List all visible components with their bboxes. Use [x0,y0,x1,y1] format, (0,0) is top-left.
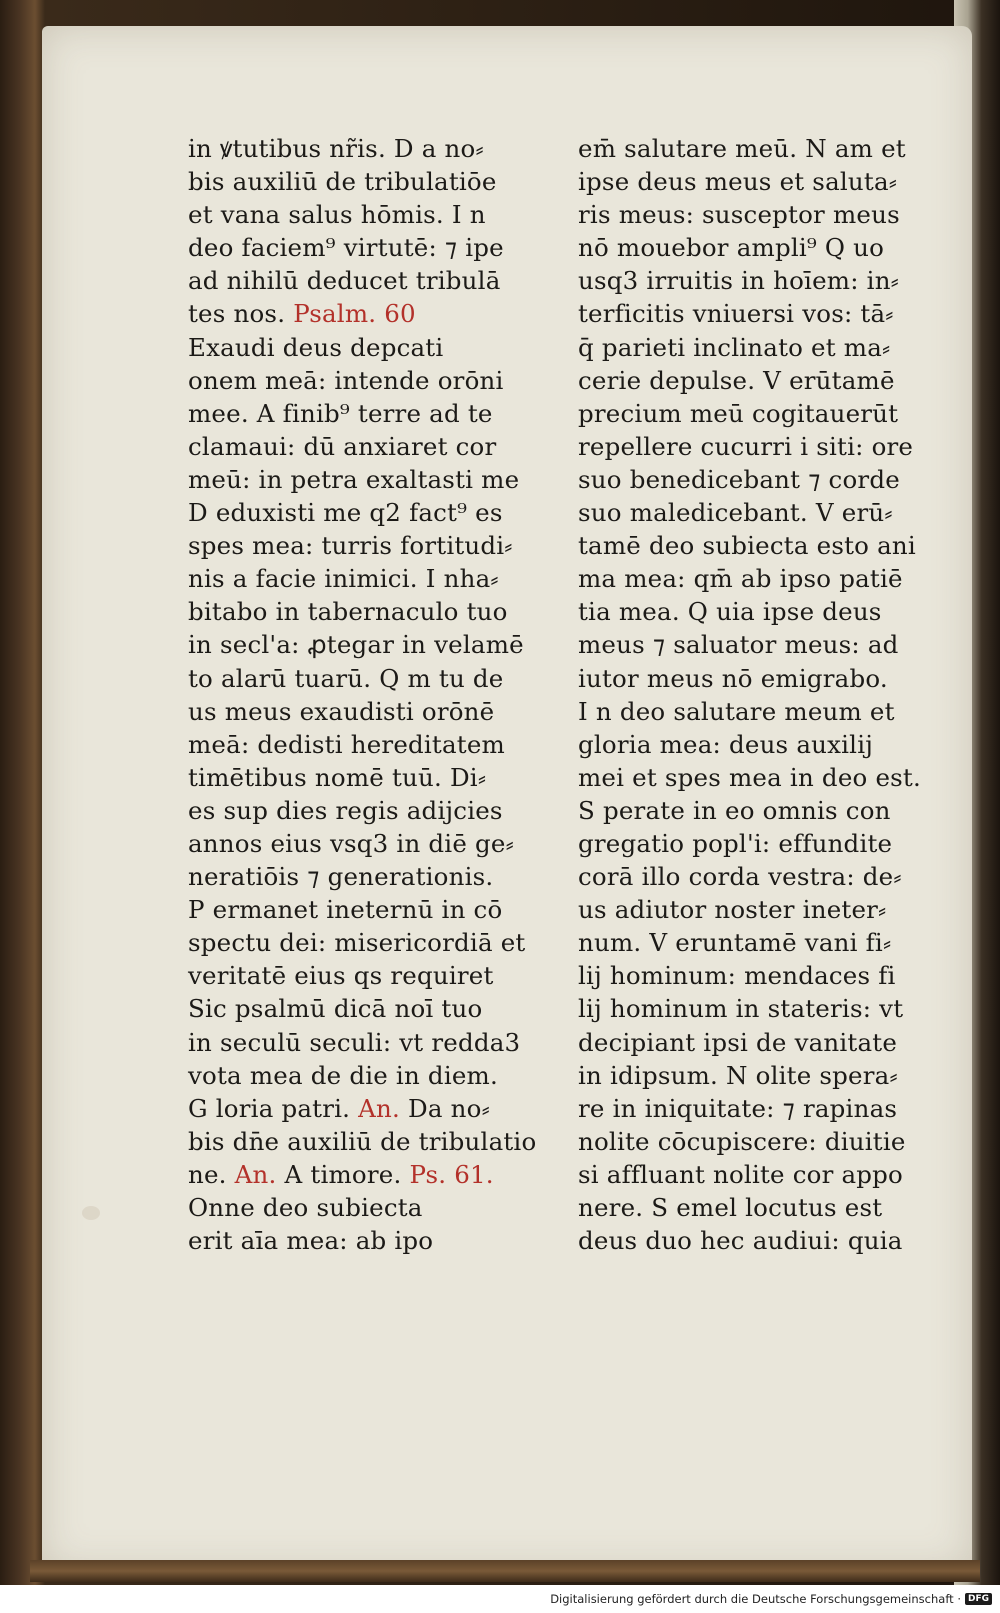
text-line: P ermanet ineternū in cō [188,895,503,925]
text-line: in secl'a: ꝓtegar in velamē [188,630,524,660]
text-line: to alarū tuarū. Q m tu de [188,663,504,693]
text-line: onem meā: intende orōni [188,365,504,395]
text-line: Onne deo subiecta [188,1193,423,1222]
text-line: mee. A finib⁹ terre ad te [188,398,493,428]
text-line: tamē deo subiecta esto ani [578,531,916,561]
text-line: D eduxisti me q2 fact⁹ es [188,498,503,528]
text-line: mei et spes mea in deo est. [578,762,921,792]
text-line: re in iniquitate: ⁊ rapinas [578,1093,898,1123]
text-line: S perate in eo omnis con [578,795,891,825]
text-line: ris meus: susceptor meus [578,200,900,230]
text-line: us meus exaudisti orōnē [188,696,495,726]
text-line: nō mouebor ampli⁹ Q uo [578,233,885,263]
text-line: Exaudi deus depcati [188,332,444,362]
text-line: veritatē eius qs requiret [188,961,494,991]
text-line: lij hominum in stateris: vt [578,994,904,1024]
text-line: annos eius vsq3 in diē ge⸗ [188,828,514,858]
text-line: us adiutor noster ineter⸗ [578,895,887,925]
text-line: iutor meus nō emigrabo. [578,663,888,693]
text-line: bis dn̄e auxiliū de tribulatio [188,1126,537,1156]
text-line: bis auxiliū de tribulatiōe [188,167,497,197]
text-line: ma mea: qm̄ ab ipso patiē [578,564,903,594]
text-line: in ꝟtutibus nr̃is. D a no⸗ [188,134,484,163]
text-line: spes mea: turris fortitudi⸗ [188,531,513,561]
text-line: Sic psalmū dicā noī tuo [188,994,483,1024]
text-line: gregatio popl'i: effundite [578,828,893,858]
text-line: clamaui: dū anxiaret cor [188,431,497,461]
rubric-text: An. [358,1093,401,1123]
text-line: suo benedicebant ⁊ corde [578,464,900,494]
rubric-text: Psalm. 60 [293,299,416,329]
text-line: meus ⁊ saluator meus: ad [578,630,899,660]
text-line: erit aīa mea: ab ipo [188,1226,434,1256]
text-line: suo maledicebant. V erū⸗ [578,498,893,528]
rubric-text: Ps. 61. [409,1159,494,1189]
text-line: meā: dedisti hereditatem [188,729,505,759]
text-line: in seculū seculi: vt redda3 [188,1027,521,1057]
rubric-text: An. [234,1159,277,1189]
text-line: ipse deus meus et saluta⸗ [578,167,898,197]
text-line: ne. An. A timore. Ps. 61. [188,1159,494,1189]
text-line: em̄ salutare meū. N am et [578,134,906,163]
text-line: et vana salus hōmis. I n [188,200,486,230]
footer-credit: Digitalisierung gefördert durch die Deutsche Forschungsgemeinschaft · [550,1592,961,1606]
text-line: meū: in petra exaltasti me [188,464,520,494]
text-line: terficitis vniuersi vos: tā⸗ [578,299,894,329]
text-line: spectu dei: misericordiā et [188,928,526,958]
text-line: tia mea. Q uia ipse deus [578,597,882,627]
text-line: I n deo salutare meum et [578,696,895,726]
text-line: G loria patri. An. Da no⸗ [188,1093,490,1123]
text-line: nere. S emel locutus est [578,1193,883,1222]
dfg-logo-icon: DFG [965,1593,992,1605]
text-line: deus duo hec audiui: quia [578,1226,903,1256]
text-line: lij hominum: mendaces fi [578,961,896,991]
text-line: corā illo corda vestra: de⸗ [578,862,902,892]
text-column-right [578,132,953,1257]
text-line: decipiant ipsi de vanitate [578,1027,898,1057]
text-line: timētibus nomē tuū. Di⸗ [188,762,487,792]
text-line: precium meū cogitauerūt [578,398,899,428]
text-line: si affluant nolite cor appo [578,1159,904,1189]
text-line: num. V eruntamē vani fi⸗ [578,928,892,958]
text-line: usq3 irruitis in hoīem: in⸗ [578,266,900,296]
text-line: repellere cucurri i siti: ore [578,431,914,461]
digitization-footer [550,1589,992,1609]
text-line: in idipsum. N olite spera⸗ [578,1060,898,1090]
book-bottom-edge [30,1560,980,1582]
text-line: tes nos. Psalm. 60 [188,299,416,329]
text-line: bitabo in tabernaculo tuo [188,597,508,627]
text-line: nis a facie inimici. I nha⸗ [188,564,499,594]
text-line: es sup dies regis adijcies [188,795,503,825]
text-line: vota mea de die in diem. [188,1060,498,1090]
text-line: ad nihilū deducet tribulā [188,266,501,296]
text-line: q̄ parieti inclinato et ma⸗ [578,332,891,362]
text-line: deo faciem⁹ virtutē: ⁊ ipe [188,233,504,263]
text-line: nolite cōcupiscere: diuitie [578,1126,906,1156]
text-line: neratiōis ⁊ generationis. [188,862,494,892]
paper-stain [82,1206,100,1220]
text-line: cerie depulse. V erūtamē [578,365,895,395]
text-line: gloria mea: deus auxilij [578,729,874,759]
text-column-left [188,132,548,1257]
